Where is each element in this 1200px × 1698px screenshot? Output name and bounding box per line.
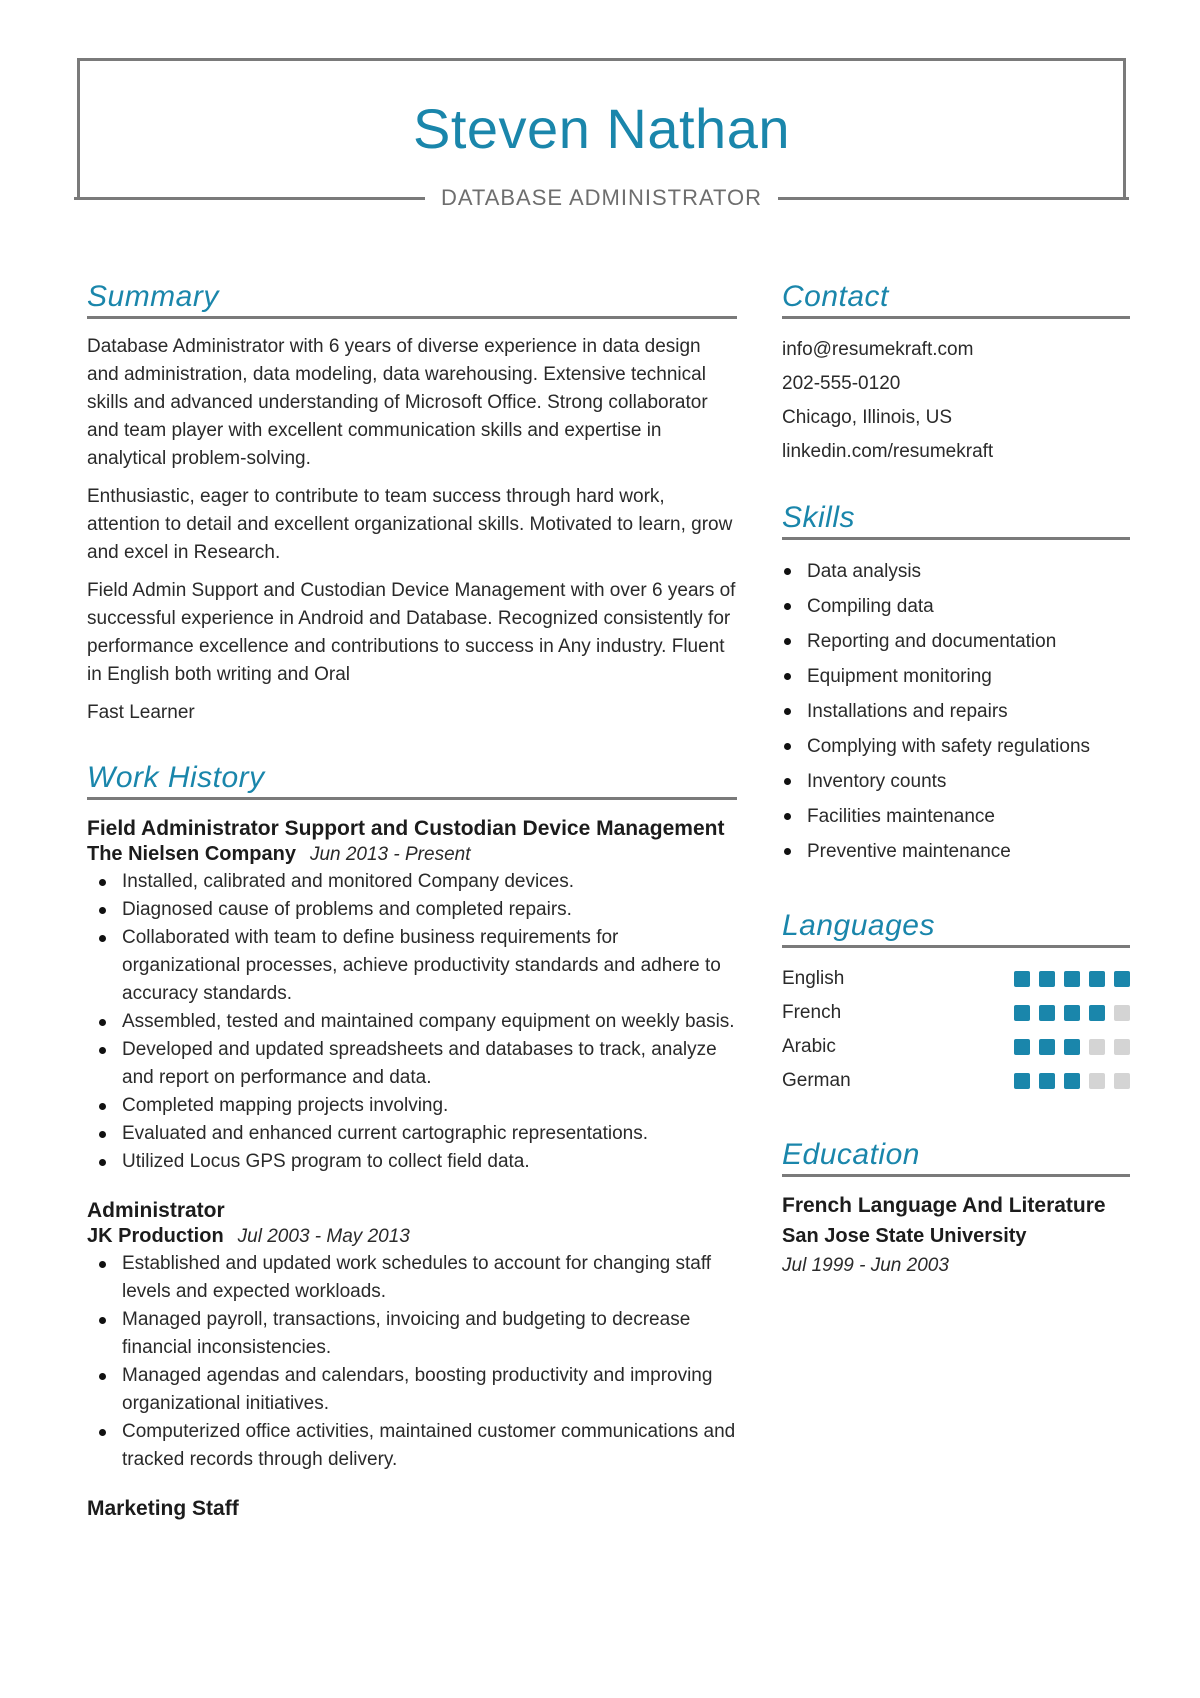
language-row [782,1064,1130,1098]
language-level-dots [1014,1039,1130,1055]
language-row [782,1030,1130,1064]
education-entry [782,1191,1130,1280]
header-box [77,58,1126,198]
level-dot-filled [1089,971,1105,987]
job-entry [87,1494,737,1523]
level-dot-empty [1089,1073,1105,1089]
job-entry-title: Marketing Staff [87,1497,239,1520]
languages-list [782,962,1130,1098]
level-dot-filled [1114,971,1130,987]
job-entry [87,1196,737,1474]
language-name: German [782,1070,851,1091]
education-dates: Jul 1999 - Jun 2003 [782,1255,949,1276]
right-column [782,280,1130,1280]
summary-paragraph: Fast Learner [87,702,195,723]
level-dot-filled [1014,971,1030,987]
language-name: Arabic [782,1036,836,1057]
job-title: DATABASE ADMINISTRATOR [440,185,763,210]
level-dot-filled [1064,1073,1080,1089]
level-dot-empty [1114,1039,1130,1055]
level-dot-empty [1089,1039,1105,1055]
contact-linkedin[interactable]: linkedin.com/resumekraft [782,441,994,462]
skill-item: Equipment monitoring [782,659,1130,694]
job-bullet: Assembled, tested and maintained company equipment on weekly basis. [87,1008,737,1036]
job-bullet: Installed, calibrated and monitored Company devices. [87,868,737,896]
level-dot-filled [1014,1039,1030,1055]
summary-section [87,333,737,727]
summary-paragraph: Enthusiastic, eager to contribute to team success through hard work, attention to detail and excellent organizational skills. Motivated to learn, grow and excel in Research. [87,486,733,563]
language-row [782,996,1130,1030]
language-level-dots [1014,1005,1130,1021]
job-dates: Jun 2013 - Present [309,844,471,865]
language-level-dots [1014,971,1130,987]
skill-item: Facilities maintenance [782,799,1130,834]
language-row [782,962,1130,996]
divider-left [74,197,425,200]
contact-phone[interactable]: 202-555-0120 [782,373,901,394]
skill-item: Installations and repairs [782,694,1130,729]
company-row [87,1225,737,1248]
contact-heading: Contact [782,280,1130,319]
job-bullet: Completed mapping projects involving. [87,1092,737,1120]
level-dot-filled [1064,1039,1080,1055]
job-title-row [74,186,1129,210]
job-bullet: Collaborated with team to define business requirements for organizational processes, achieve productivity standards and adhere to accuracy standards. [87,924,737,1008]
skills-list [782,554,1130,869]
language-level-dots [1014,1073,1130,1089]
job-bullet: Computerized office activities, maintained customer communications and tracked records through delivery. [87,1418,737,1474]
summary-paragraph: Database Administrator with 6 years of diverse experience in data design and administration, data modeling, data warehousing. Extensive technical skills and advanced understanding of Microsoft Office. Strong collaborator and team player with excellent communication skills and expertise in analytical problem-solving. [87,336,708,469]
job-bullet: Diagnosed cause of problems and completed repairs. [87,896,737,924]
language-name: English [782,968,845,989]
job-entry-title: Administrator [87,1199,225,1222]
education-degree: French Language And Literature [782,1194,1106,1217]
level-dot-filled [1089,1005,1105,1021]
language-name: French [782,1002,842,1023]
languages-heading: Languages [782,909,1130,948]
job-bullet: Managed payroll, transactions, invoicing and budgeting to decrease financial inconsistencies. [87,1306,737,1362]
skill-item: Complying with safety regulations [782,729,1130,764]
level-dot-filled [1039,1073,1055,1089]
candidate-name: Steven Nathan [413,97,790,160]
level-dot-filled [1039,971,1055,987]
left-column [87,280,737,1523]
job-bullet: Evaluated and enhanced current cartographic representations. [87,1120,737,1148]
level-dot-empty [1114,1073,1130,1089]
job-bullet: Developed and updated spreadsheets and databases to track, analyze and report on performance and data. [87,1036,737,1092]
job-bullets [87,868,737,1176]
skill-item: Reporting and documentation [782,624,1130,659]
skill-item: Inventory counts [782,764,1130,799]
company-row [87,843,737,866]
skill-item: Compiling data [782,589,1130,624]
level-dot-filled [1014,1005,1030,1021]
contact-email[interactable]: info@resumekraft.com [782,339,974,360]
summary-heading: Summary [87,280,737,319]
education-school: San Jose State University [782,1225,1027,1247]
skills-heading: Skills [782,501,1130,540]
job-bullet: Utilized Locus GPS program to collect field data. [87,1148,737,1176]
job-entry-title: Field Administrator Support and Custodian Device Management [87,817,725,840]
job-bullets [87,1250,737,1474]
divider-right [778,197,1129,200]
contact-location: Chicago, Illinois, US [782,407,953,428]
job-dates: Jul 2003 - May 2013 [237,1226,410,1247]
work-history-heading: Work History [87,761,737,800]
level-dot-filled [1039,1005,1055,1021]
level-dot-filled [1039,1039,1055,1055]
company-name: The Nielsen Company [87,843,296,865]
company-name: JK Production [87,1225,224,1247]
level-dot-empty [1114,1005,1130,1021]
job-entry [87,814,737,1176]
job-bullet: Established and updated work schedules to account for changing staff levels and expected workloads. [87,1250,737,1306]
contact-section [782,333,1130,469]
level-dot-filled [1014,1073,1030,1089]
level-dot-filled [1064,971,1080,987]
summary-paragraph: Field Admin Support and Custodian Device Management with over 6 years of successful experience in Android and Database. Recognized consistently for performance excellence and contributions to success in Any industry. Fluent in English both writing and Oral [87,580,736,685]
level-dot-filled [1064,1005,1080,1021]
job-bullet: Managed agendas and calendars, boosting productivity and improving organizational initiatives. [87,1362,737,1418]
skill-item: Preventive maintenance [782,834,1130,869]
education-heading: Education [782,1138,1130,1177]
skill-item: Data analysis [782,554,1130,589]
